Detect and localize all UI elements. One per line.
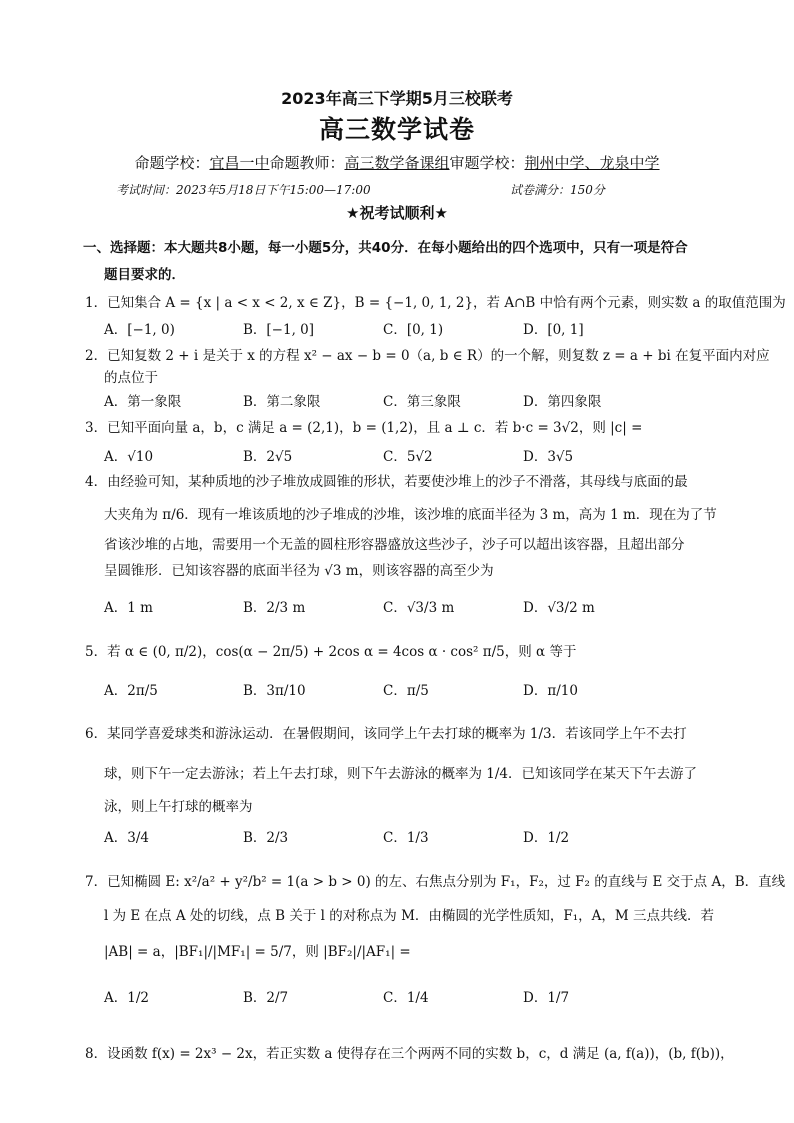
section-heading-line-1: 一、选择题：本大题共8小题，每一小题5分，共40分．在每小题给出的四个选项中，只有一项是符合 xyxy=(83,240,688,256)
q5-option-c: C．π/5 xyxy=(383,683,429,699)
exam-time: 考试时间：2023年5月18日下午15:00—17:00 xyxy=(116,183,371,197)
q4-option-c: C．√3/3 m xyxy=(383,600,455,616)
q7-line-2: l 为 E 在点 A 处的切线，点 B 关于 l 的对称点为 M．由椭圆的光学性质知，F₁，A，M 三点共线．若 xyxy=(104,908,715,924)
q8-line-1: 8．设函数 f(x) = 2x³ − 2x，若正实数 a 使得存在三个两两不同的实数 b，c，d 满足 (a, f(a))，(b, f(b))， xyxy=(85,1046,734,1062)
q2-option-a: A．第一象限 xyxy=(104,394,182,410)
q5-option-d: D．π/10 xyxy=(523,683,578,699)
q4-line-4: 呈圆锥形．已知该容器的底面半径为 √3 m，则该容器的高至少为 xyxy=(104,563,494,579)
q4-option-a: A．1 m xyxy=(104,600,153,616)
q1-line-1: 1．已知集合 A = {x | a < x < 2, x ∈ Z}，B = {−1, 0, 1, 2}，若 A∩B 中恰有两个元素，则实数 a 的取值范围为 xyxy=(85,295,786,311)
q2-line-1: 2．已知复数 2 + i 是关于 x 的方程 x² − ax − b = 0（a, b ∈ R）的一个解，则复数 z = a + bi 在复平面内对应 xyxy=(85,348,770,364)
q1-option-b: B．[−1, 0] xyxy=(243,322,315,338)
q5-line-1: 5．若 α ∈ (0, π/2)，cos(α − 2π/5) + 2cos α = 4cos α · cos² π/5，则 α 等于 xyxy=(85,644,577,660)
q7-line-3: |AB| = a，|BF₁|/|MF₁| = 5/7，则 |BF₂|/|AF₁| = xyxy=(104,944,411,960)
exam-info-line xyxy=(0,152,794,173)
q4-line-2: 大夹角为 π/6．现有一堆该质地的沙子堆成的沙堆，该沙堆的底面半径为 3 m，高为 1 m．现在为了节 xyxy=(104,507,717,523)
q6-option-c: C．1/3 xyxy=(383,830,429,846)
school-1: 宜昌一中 xyxy=(209,154,270,172)
exam-subtitle: 2023年高三下学期5月三校联考 xyxy=(281,89,513,108)
full-score: 试卷满分：150分 xyxy=(510,183,605,197)
info-prefix-2: 命题教师： xyxy=(269,154,345,172)
q7-option-b: B．2/7 xyxy=(243,990,289,1006)
blessing: ★祝考试顺利★ xyxy=(346,204,448,222)
info-prefix-1: 命题学校： xyxy=(134,154,210,172)
q6-line-1: 6．某同学喜爱球类和游泳运动．在暑假期间，该同学上午去打球的概率为 1/3．若该同学上午不去打 xyxy=(85,726,687,742)
q6-option-b: B．2/3 xyxy=(243,830,289,846)
q6-line-2: 球，则下午一定去游泳；若上午去打球，则下午去游泳的概率为 1/4．已知该同学在某天下午去游了 xyxy=(104,766,698,782)
school-2: 荆州中学、龙泉中学 xyxy=(524,154,660,172)
q3-option-a: A．√10 xyxy=(104,449,154,465)
q6-option-d: D．1/2 xyxy=(523,830,570,846)
q1-option-c: C．[0, 1) xyxy=(383,322,444,338)
q7-line-1: 7．已知椭圆 E: x²/a² + y²/b² = 1(a > b > 0) 的左、右焦点分别为 F₁，F₂，过 F₂ 的直线与 E 交于点 A，B．直线 xyxy=(85,874,786,890)
teacher: 高三数学备课组 xyxy=(344,154,450,172)
q7-option-a: A．1/2 xyxy=(104,990,149,1006)
q4-line-1: 4．由经验可知，某种质地的沙子堆放成圆锥的形状，若要使沙堆上的沙子不滑落，其母线与底面的最 xyxy=(85,474,688,490)
q1-option-d: D．[0, 1] xyxy=(523,322,584,338)
q4-option-b: B．2/3 m xyxy=(243,600,306,616)
q2-option-d: D．第四象限 xyxy=(523,394,602,410)
q4-line-3: 省该沙堆的占地，需要用一个无盖的圆柱形容器盛放这些沙子，沙子可以超出该容器，且超出部分 xyxy=(104,537,685,553)
q2-line-2: 的点位于 xyxy=(104,370,158,386)
q7-option-d: D．1/7 xyxy=(523,990,570,1006)
q6-line-3: 泳，则上午打球的概率为 xyxy=(104,799,253,815)
q3-line-1: 3．已知平面向量 a，b，c 满足 a = (2,1)，b = (1,2)，且 a ⊥ c．若 b·c = 3√2，则 |c| = xyxy=(85,420,643,436)
q3-option-b: B．2√5 xyxy=(243,449,293,465)
q1-option-a: A．[−1, 0) xyxy=(104,322,175,338)
q3-option-c: C．5√2 xyxy=(383,449,433,465)
q5-option-a: A．2π/5 xyxy=(104,683,158,699)
q6-option-a: A．3/4 xyxy=(104,830,149,846)
q2-option-c: C．第三象限 xyxy=(383,394,461,410)
q5-option-b: B．3π/10 xyxy=(243,683,306,699)
q3-option-d: D．3√5 xyxy=(523,449,574,465)
q7-option-c: C．1/4 xyxy=(383,990,429,1006)
section-heading-line-2: 题目要求的． xyxy=(104,267,185,283)
info-prefix-3: 审题学校： xyxy=(449,154,525,172)
exam-meta xyxy=(116,181,716,198)
exam-title: 高三数学试卷 xyxy=(318,115,475,144)
q2-option-b: B．第二象限 xyxy=(243,394,321,410)
q4-option-d: D．√3/2 m xyxy=(523,600,595,616)
